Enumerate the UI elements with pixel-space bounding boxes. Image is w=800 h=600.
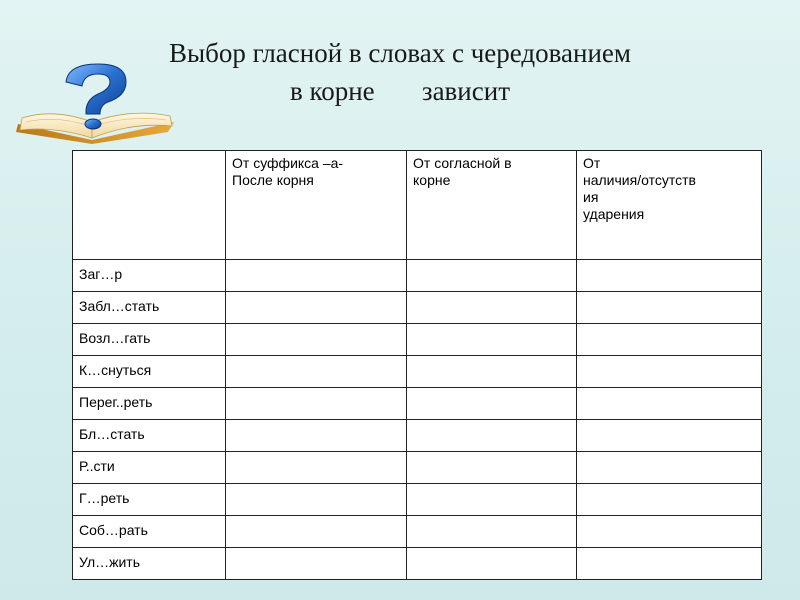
table-row: [73, 484, 762, 516]
word-cell: К…снуться: [73, 356, 226, 388]
table-row: [73, 356, 762, 388]
alternation-table: [72, 150, 762, 580]
answer-cell[interactable]: [407, 452, 577, 484]
header-cell-empty: [73, 151, 226, 260]
answer-cell[interactable]: [226, 324, 407, 356]
answer-cell[interactable]: [577, 452, 762, 484]
answer-cell[interactable]: [577, 420, 762, 452]
answer-cell[interactable]: [226, 388, 407, 420]
answer-cell[interactable]: [226, 548, 407, 580]
answer-cell[interactable]: [577, 484, 762, 516]
table-row: [73, 452, 762, 484]
answer-cell[interactable]: [226, 292, 407, 324]
answer-cell[interactable]: [577, 516, 762, 548]
answer-cell[interactable]: [407, 516, 577, 548]
header-cell-consonant: От согласной в корне: [407, 151, 577, 260]
answer-cell[interactable]: [577, 356, 762, 388]
answer-cell[interactable]: [226, 356, 407, 388]
table-row: [73, 260, 762, 292]
answer-cell[interactable]: [577, 292, 762, 324]
answer-cell[interactable]: [407, 356, 577, 388]
word-cell: Возл…гать: [73, 324, 226, 356]
table-row: [73, 548, 762, 580]
answer-cell[interactable]: [407, 292, 577, 324]
word-cell: Р..сти: [73, 452, 226, 484]
header-cell-stress: От наличия/отсутств ия ударения: [577, 151, 762, 260]
table-row: [73, 324, 762, 356]
table-row: [73, 388, 762, 420]
table-header-row: [73, 151, 762, 260]
answer-cell[interactable]: [226, 420, 407, 452]
answer-cell[interactable]: [577, 260, 762, 292]
word-cell: Соб…рать: [73, 516, 226, 548]
answer-cell[interactable]: [226, 260, 407, 292]
answer-cell[interactable]: [577, 548, 762, 580]
table-row: [73, 516, 762, 548]
answer-cell[interactable]: [226, 484, 407, 516]
word-cell: Г…реть: [73, 484, 226, 516]
word-cell: Бл…стать: [73, 420, 226, 452]
title-line-1: Выбор гласной в словах с чередованием: [168, 38, 632, 68]
question-book-icon: [14, 60, 179, 145]
table-row: [73, 292, 762, 324]
word-cell: Перег..реть: [73, 388, 226, 420]
table-row: [73, 420, 762, 452]
answer-cell[interactable]: [577, 388, 762, 420]
word-cell: Забл…стать: [73, 292, 226, 324]
answer-cell[interactable]: [407, 484, 577, 516]
answer-cell[interactable]: [407, 420, 577, 452]
answer-cell[interactable]: [226, 452, 407, 484]
word-cell: Ул…жить: [73, 548, 226, 580]
answer-cell[interactable]: [407, 324, 577, 356]
word-cell: Заг…р: [73, 260, 226, 292]
answer-cell[interactable]: [226, 516, 407, 548]
answer-cell[interactable]: [407, 548, 577, 580]
answer-cell[interactable]: [577, 324, 762, 356]
header-cell-suffix: От суффикса –а- После корня: [226, 151, 407, 260]
answer-cell[interactable]: [407, 260, 577, 292]
answer-cell[interactable]: [407, 388, 577, 420]
title-line-2: в корне зависит: [289, 76, 510, 106]
